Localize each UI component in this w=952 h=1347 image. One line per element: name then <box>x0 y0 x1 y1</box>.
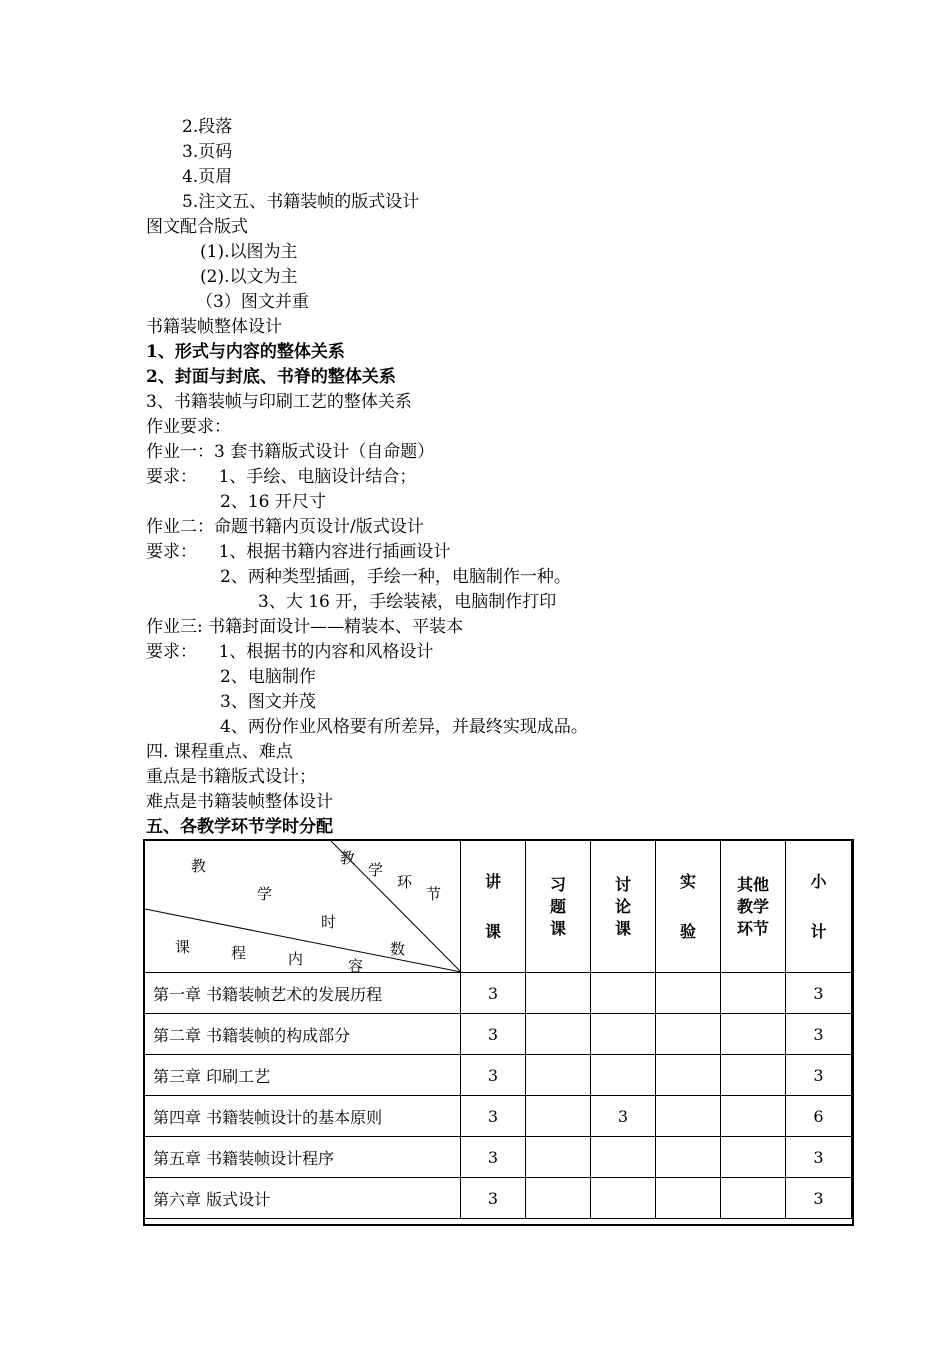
cell-exercise <box>526 1178 591 1219</box>
cell-other <box>721 1137 786 1178</box>
cell-discussion <box>591 973 656 1014</box>
text-line-10: 1、形式与内容的整体关系 <box>146 342 345 362</box>
cell-experiment <box>656 1096 721 1137</box>
diag-left-char-2: 学 <box>257 885 273 903</box>
text-line-2: 3.页码 <box>182 142 233 162</box>
cell-experiment <box>656 973 721 1014</box>
cell-other <box>721 1096 786 1137</box>
table-header-row <box>145 841 852 973</box>
text-line-17: 作业二：命题书籍内页设计/版式设计 <box>146 517 424 537</box>
text-line-7: (2).以文为主 <box>200 267 298 287</box>
diag-mid-char-1: 时 <box>321 913 337 931</box>
text-line-26: 四. 课程重点、难点 <box>146 742 293 762</box>
cell-other <box>721 1178 786 1219</box>
header-experiment-line1: 实 <box>679 871 696 891</box>
diagonal-header-cell <box>145 841 461 973</box>
header-subtotal <box>786 841 852 973</box>
diag-top-char-3: 环 <box>397 873 413 891</box>
cell-exercise <box>526 1137 591 1178</box>
cell-lecture: 3 <box>461 1137 526 1178</box>
diag-top-char-1: 教 <box>340 849 356 867</box>
text-line-13: 作业要求： <box>146 417 231 437</box>
header-other <box>721 841 786 973</box>
cell-discussion <box>591 1178 656 1219</box>
hours-allocation-table <box>144 840 852 1219</box>
text-line-14: 作业一：3 套书籍版式设计（自命题） <box>146 442 435 462</box>
chapter-name: 第二章 书籍装帧的构成部分 <box>145 1014 461 1055</box>
cell-lecture: 3 <box>461 1178 526 1219</box>
text-line-6: (1).以图为主 <box>200 242 298 262</box>
text-line-19: 2、两种类型插画，手绘一种，电脑制作一种。 <box>220 567 571 587</box>
text-line-28: 难点是书籍装帧整体设计 <box>146 792 333 812</box>
header-lecture-line2: 课 <box>484 921 501 941</box>
cell-subtotal: 3 <box>786 1137 852 1178</box>
cell-discussion <box>591 1137 656 1178</box>
diag-bottom-char-4: 容 <box>348 957 364 975</box>
cell-other <box>721 973 786 1014</box>
cell-lecture: 3 <box>461 1055 526 1096</box>
header-other-line1: 其他 <box>736 874 769 894</box>
table-title: 五、各教学环节学时分配 <box>146 817 333 837</box>
text-line-11: 2、封面与封底、书脊的整体关系 <box>146 367 396 387</box>
cell-exercise <box>526 1055 591 1096</box>
header-discussion-line1: 讨 <box>614 874 631 894</box>
table-row <box>145 1096 852 1137</box>
diag-mid-char-2: 数 <box>390 940 406 958</box>
cell-experiment <box>656 1137 721 1178</box>
cell-experiment <box>656 1014 721 1055</box>
diag-top-char-4: 节 <box>426 885 442 903</box>
table-row <box>145 1055 852 1096</box>
header-other-line3: 环节 <box>736 918 769 938</box>
cell-other <box>721 1014 786 1055</box>
cell-subtotal: 3 <box>786 1055 852 1096</box>
header-lecture <box>461 841 526 973</box>
table-row <box>145 1014 852 1055</box>
text-line-4: 5.注文五、书籍装帧的版式设计 <box>182 192 420 212</box>
cell-discussion <box>591 1014 656 1055</box>
cell-other <box>721 1055 786 1096</box>
table-row <box>145 973 852 1014</box>
chapter-name: 第五章 书籍装帧设计程序 <box>145 1137 461 1178</box>
chapter-name: 第一章 书籍装帧艺术的发展历程 <box>145 973 461 1014</box>
diag-top-char-2: 学 <box>368 861 384 879</box>
header-other-line2: 教学 <box>736 896 769 916</box>
cell-experiment <box>656 1178 721 1219</box>
cell-discussion: 3 <box>591 1096 656 1137</box>
header-discussion-line3: 课 <box>614 918 631 938</box>
cell-experiment <box>656 1055 721 1096</box>
header-experiment <box>656 841 721 973</box>
text-line-20: 3、大 16 开，手绘装裱，电脑制作打印 <box>258 592 557 612</box>
header-subtotal-line1: 小 <box>810 871 827 891</box>
cell-lecture: 3 <box>461 1014 526 1055</box>
text-line-9: 书籍装帧整体设计 <box>146 317 282 337</box>
text-line-12: 3、书籍装帧与印刷工艺的整体关系 <box>146 392 412 412</box>
cell-lecture: 3 <box>461 1096 526 1137</box>
cell-subtotal: 3 <box>786 1178 852 1219</box>
header-subtotal-line2: 计 <box>810 921 827 941</box>
cell-exercise <box>526 1096 591 1137</box>
cell-subtotal: 6 <box>786 1096 852 1137</box>
text-line-23: 2、电脑制作 <box>220 667 316 687</box>
header-lecture-line1: 讲 <box>484 871 501 891</box>
cell-exercise <box>526 1014 591 1055</box>
cell-subtotal: 3 <box>786 973 852 1014</box>
diag-bottom-char-1: 课 <box>175 938 191 956</box>
diag-bottom-char-2: 程 <box>231 944 247 962</box>
cell-discussion <box>591 1055 656 1096</box>
chapter-name: 第四章 书籍装帧设计的基本原则 <box>145 1096 461 1137</box>
text-line-1: 2.段落 <box>182 117 233 137</box>
header-exercise-line1: 习 <box>549 874 566 894</box>
table-row <box>145 1178 852 1219</box>
text-line-25: 4、两份作业风格要有所差异，并最终实现成品。 <box>220 717 588 737</box>
text-line-18: 要求： 1、根据书籍内容进行插画设计 <box>146 542 451 562</box>
diag-bottom-char-3: 内 <box>288 950 304 968</box>
text-line-27: 重点是书籍版式设计； <box>146 767 316 787</box>
text-line-5: 图文配合版式 <box>146 217 248 237</box>
text-line-3: 4.页眉 <box>182 167 233 187</box>
text-line-21: 作业三: 书籍封面设计——精装本、平装本 <box>146 617 464 637</box>
header-exercise-line2: 题 <box>549 896 566 916</box>
diag-left-char-1: 教 <box>191 857 207 875</box>
text-line-16: 2、16 开尺寸 <box>220 492 326 512</box>
text-line-15: 要求： 1、手绘、电脑设计结合； <box>146 467 417 487</box>
header-experiment-line2: 验 <box>679 921 696 941</box>
table-row <box>145 1137 852 1178</box>
header-discussion-line2: 论 <box>614 896 631 916</box>
cell-lecture: 3 <box>461 973 526 1014</box>
text-line-8: （3）图文并重 <box>196 292 309 312</box>
header-exercise-line3: 课 <box>549 918 566 938</box>
chapter-name: 第三章 印刷工艺 <box>145 1055 461 1096</box>
text-line-24: 3、图文并茂 <box>220 692 316 712</box>
cell-subtotal: 3 <box>786 1014 852 1055</box>
header-discussion <box>591 841 656 973</box>
chapter-name: 第六章 版式设计 <box>145 1178 461 1219</box>
cell-exercise <box>526 973 591 1014</box>
text-line-22: 要求： 1、根据书的内容和风格设计 <box>146 642 434 662</box>
header-exercise <box>526 841 591 973</box>
